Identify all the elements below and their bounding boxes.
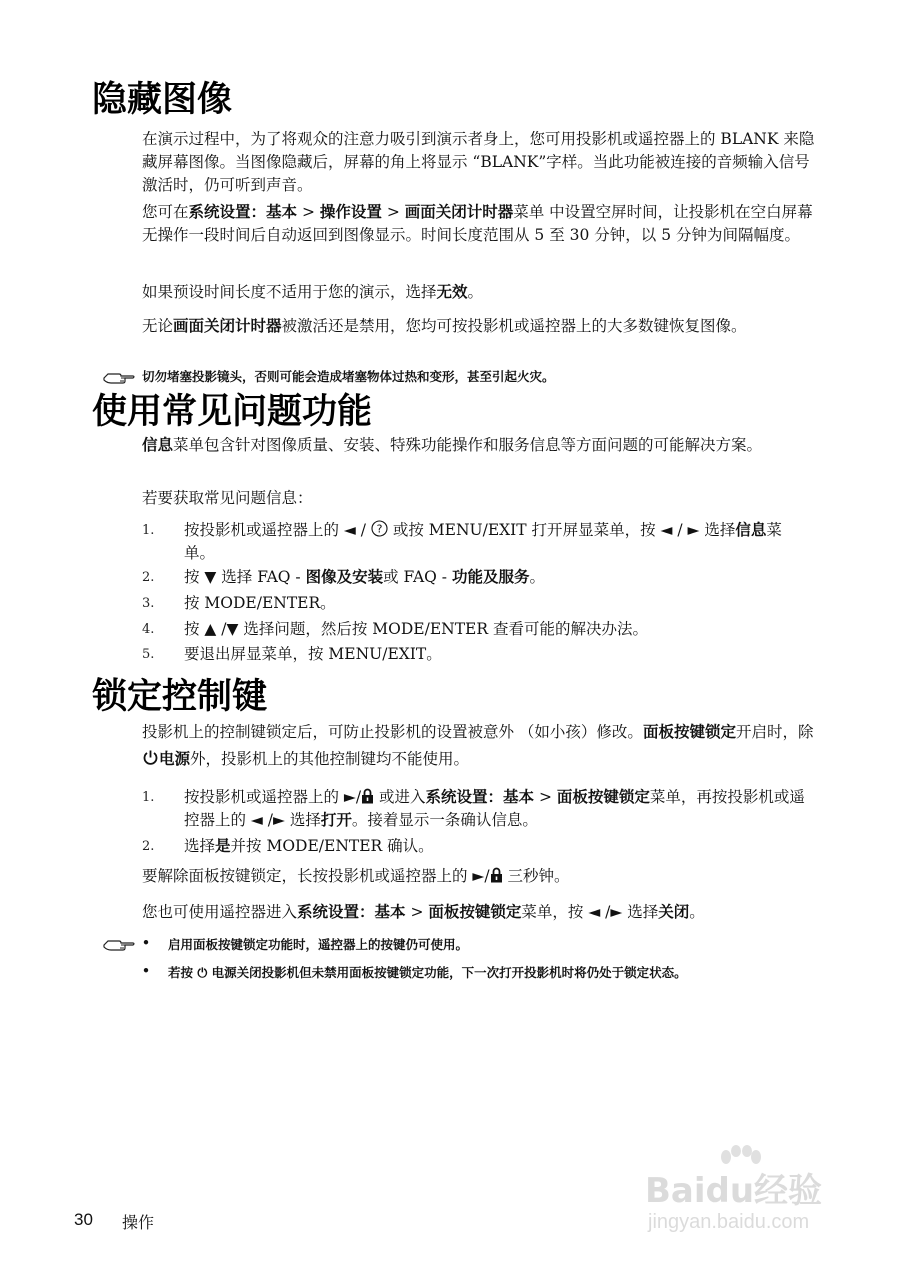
unlock-paragraph: 要解除面板按键锁定，长按投影机或遥控器上的 ►/ 三秒钟。 — [142, 867, 570, 885]
power-off-lock-note: 若按 ⏻ 电源关闭投影机但未禁用面板按键锁定功能，下一次打开投影机时将仍处于锁定状态。 — [168, 965, 687, 980]
svg-text:?: ? — [376, 522, 383, 536]
footer-chapter-label: 操作 — [122, 1213, 155, 1232]
page-number: 30 — [74, 1210, 93, 1229]
baidu-watermark — [640, 1145, 850, 1245]
padlock-icon — [490, 867, 503, 883]
remote-unlock-paragraph: 您也可使用遥控器进入系统设置：基本 > 面板按键锁定菜单，按 ◄ /► 选择关闭。 — [142, 903, 705, 921]
watermark-brand: Baidu经验 — [645, 1171, 823, 1211]
remote-still-works-note: 启用面板按键锁定功能时，遥控器上的按键仍可使用。 — [168, 937, 469, 952]
watermark-url: jingyan.baidu.com — [648, 1211, 810, 1233]
question-circle-icon — [371, 520, 388, 537]
section-title-lock: 锁定控制键 — [92, 677, 268, 717]
pointing-hand-icon — [103, 369, 137, 385]
disable-paragraph: 如果预设时间长度不适用于您的演示，选择无效。 — [142, 283, 484, 301]
blank-timer-paragraph: 您可在系统设置：基本 > 操作设置 > 画面关闭计时器菜单 中设置空屏时间，让投影机在空白屏幕无操作一段时间后自动返回到图像显示。时间长度范围从 5 至 30 分钟，以 5 分钟为间隔幅度。 — [142, 203, 813, 244]
lock-intro: 投影机上的控制键锁定后，可防止投影机的设置被意外 （如小孩）修改。面板按键锁定开启时，除 电源外，投影机上的其他控制键均不能使用。 — [142, 723, 814, 768]
pointing-hand-icon — [103, 936, 137, 952]
section-title-faq: 使用常见问题功能 — [92, 392, 373, 432]
faq-howto: 若要获取常见问题信息： — [142, 489, 313, 507]
section-title-hide-image: 隐藏图像 — [92, 80, 233, 120]
lens-warning-note: 切勿堵塞投影镜头，否则可能会造成堵塞物体过热和变形，甚至引起火灾。 — [142, 369, 555, 384]
restore-paragraph: 无论画面关闭计时器被激活还是禁用，您均可按投影机或遥控器上的大多数键恢复图像。 — [142, 317, 747, 335]
padlock-icon — [361, 788, 374, 804]
note-bullet: • — [142, 935, 150, 950]
power-icon — [142, 749, 159, 766]
note-bullet: • — [142, 963, 150, 978]
hide-image-intro: 在演示过程中，为了将观众的注意力吸引到演示者身上，您可用投影机或遥控器上的 BLANK 来隐藏屏幕图像。当图像隐藏后，屏幕的角上将显示 “BLANK”字样。当此功能被连接的音频输入信号激活时，仍可听到声音。 — [142, 130, 815, 194]
manual-page: 隐藏图像 在演示过程中，为了将观众的注意力吸引到演示者身上，您可用投影机或遥控器上的 BLANK 来隐藏屏幕图像。当图像隐藏后，屏幕的角上将显示 “BLANK”字样。当此功能被连接的音频输入信号激活时，仍可听到声音。 您可在系统设置：基本 > 操作设置 > 画面关闭计时器菜单 中设置空屏时间，让投影机在空白屏幕无操作一段时间后自动返回到图像显示。时间长度范围从 5 至 30 分钟，以 5 分钟为间隔幅度。 如果预设时间长度不适用于您的演示，选择无效。 无论画面关闭计时器被激活还是禁用，您均可按投影机或遥控器上的大多数键恢复图像。 切勿堵塞投影镜头，否则可能会造成堵塞物体过热和变形，甚至引起火灾。 使用常见问题功能 信息菜单包含针对图像质量、安装、特殊功能操作和服务信息等方面问题的可能解决方案。 若要获取常见问题信息： 1. 按投影机或遥控器上的 ◄ / ? 或按 MENU/EXIT 打开屏显菜单，按 ◄ / ► 选择信息菜单。 2. 按 ▼ 选择 FAQ - 图像及安装或 FAQ - 功能及服务。 3. 按 MODE/ENTER。 4. 按 ▲ /▼ 选择问题，然后按 MODE/ENTER 查看可能的解决办法。 5. 要退出屏显菜单，按 MENU/EXIT。 锁定控制键 投影机上的控制键锁定后，可防止投影机的设置被意外 （如小孩）修改。面板按键锁定开启时，除 电源外，投影机上的其他控制键均不能使用。 1. 按投影机或遥控器上的 ►/ 或进入系统设置：基本 > 面板按键锁定菜单，再按投影机或遥控器上的 ◄ /► 选择打开。接着显示一条确认信息。 2. 选择是并按 MODE/ENTER 确认。 要解除面板按键锁定，长按投影机或遥控器上的 ►/ 三秒钟。 您也可使用遥控器进入系统设置：基本 > 面板按键锁定菜单，按 ◄ /► 选择关闭。 • 启用面板按键锁定功能时，遥控器上的按键仍可使用。 • 若按 ⏻ 电源关闭投影机但未禁用面板按键锁定功能，下一次打开投影机时将仍处于锁定状态。 30 操作 Baidu经验 jingyan.baidu.com — [0, 0, 903, 1280]
faq-intro: 信息菜单包含针对图像质量、安装、特殊功能操作和服务信息等方面问题的可能解决方案。 — [142, 436, 763, 454]
